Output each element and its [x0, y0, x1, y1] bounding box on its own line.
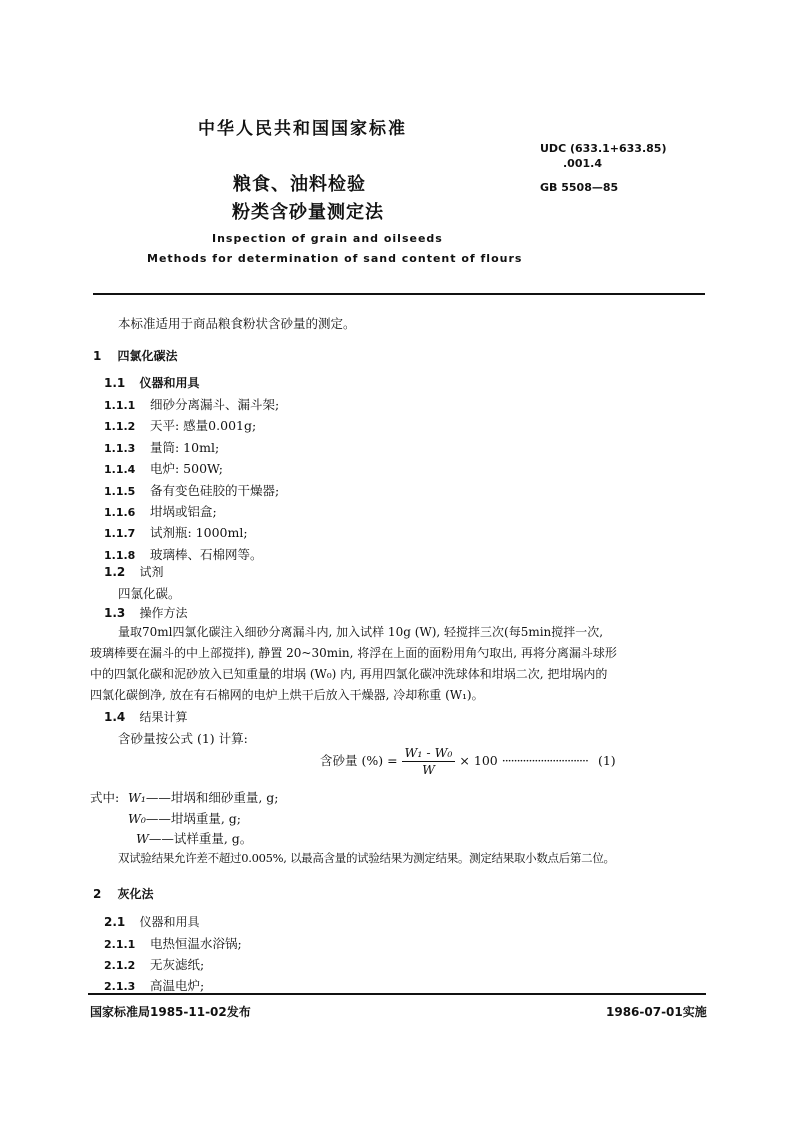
section-1-1-heading	[104, 374, 199, 391]
paragraph-line: 量取70ml四氯化碳注入细砂分离漏斗内, 加入试样 10g (W), 轻搅拌三次(每5min搅拌一次,	[118, 625, 604, 639]
formula-fraction	[402, 745, 456, 778]
section-number: 1	[93, 349, 102, 363]
section-title: 操作方法	[139, 606, 188, 620]
paragraph-line: 玻璃棒要在漏斗的中上部搅拌), 静置 20~30min, 将浮在上面的面粉用角勺取出, 再将分离漏斗球形	[90, 646, 617, 660]
section-1-3-heading	[104, 604, 187, 621]
list-item: 1.1.6 坩埚或铝盒;	[104, 503, 217, 519]
section-number: 2.1	[104, 915, 126, 929]
list-item: 1.1.5 备有变色硅胶的干燥器;	[104, 482, 280, 498]
udc-code-cont: .001.4	[563, 157, 602, 170]
section-1-2-heading	[104, 563, 163, 580]
formula-number: (1)	[597, 753, 616, 768]
section-title: 仪器和用具	[139, 915, 200, 929]
section-number: 1.1	[104, 376, 126, 390]
formula-leader: ·····························	[501, 753, 588, 768]
tolerance-note: 双试验结果允许差不超过0.005%, 以最高含量的试验结果为测定结果。测定结果取小数点后第二位。	[118, 851, 615, 865]
section-title: 试剂	[139, 565, 164, 579]
gb-number: GB 5508—85	[540, 181, 619, 194]
list-item: 1.1.1 细砂分离漏斗、漏斗架;	[104, 397, 280, 412]
english-title-2: Methods for determination of sand content of flours	[147, 252, 523, 265]
formula-denominator: W	[422, 762, 435, 777]
section-2-1-heading	[104, 913, 199, 930]
list-item: 2.1.2 无灰滤纸;	[104, 957, 205, 972]
section-number: 1.2	[104, 565, 126, 579]
section-1-heading	[93, 347, 178, 364]
section-number: 1.3	[104, 606, 126, 620]
list-item: 1.1.3 量筒: 10ml;	[104, 439, 220, 455]
variable-definition: W₁——坩埚和细砂重量, g;	[128, 790, 279, 805]
section-2-heading	[93, 885, 154, 902]
list-item: 1.1.4 电炉: 500W;	[104, 461, 224, 477]
formula-lhs: 含砂量 (%) =	[320, 753, 398, 768]
effective-date: 1986-07-01实施	[606, 1005, 707, 1019]
section-number: 1.4	[104, 710, 126, 724]
variable-definition: W——试样重量, g。	[136, 831, 253, 846]
udc-code: UDC (633.1+633.85)	[540, 142, 667, 155]
procedure-paragraph	[90, 622, 617, 706]
issuing-country: 中华人民共和国国家标准	[198, 119, 407, 139]
equipment-list-2	[104, 934, 242, 997]
list-item: 1.1.8 玻璃棒、石棉网等。	[104, 546, 263, 562]
section-title: 仪器和用具	[139, 376, 200, 390]
english-title-1: Inspection of grain and oilseeds	[212, 232, 443, 245]
calc-intro: 含砂量按公式 (1) 计算:	[118, 731, 248, 746]
issue-date: 国家标准局1985-11-02发布	[90, 1005, 251, 1019]
list-item: 2.1.1 电热恒温水浴锅;	[104, 936, 242, 951]
formula	[320, 745, 616, 778]
section-1-4-heading	[104, 708, 187, 725]
title-line-2: 粉类含砂量测定法	[232, 202, 384, 223]
where-label: 式中:	[90, 790, 120, 805]
paragraph-line: 中的四氯化碳和泥砂放入已知重量的坩埚 (W₀) 内, 再用四氯化碳冲洗球体和坩埚二次, 把坩埚内的	[90, 667, 608, 681]
list-item: 1.1.7 试剂瓶: 1000ml;	[104, 525, 248, 541]
paragraph-line: 四氯化碳倒净, 放在有石棉网的电炉上烘干后放入干燥器, 冷却称重 (W₁)。	[90, 688, 484, 702]
list-item: 1.1.2 天平: 感量0.001g;	[104, 418, 257, 434]
title-line-1: 粮食、油料检验	[233, 174, 366, 195]
scope-statement: 本标准适用于商品粮食粉状含砂量的测定。	[118, 316, 356, 331]
reagent-text: 四氯化碳。	[118, 586, 181, 601]
variable-definition: W₀——坩埚重量, g;	[128, 811, 242, 826]
section-number: 2	[93, 887, 102, 901]
header-rule	[93, 293, 705, 295]
equipment-list	[104, 395, 279, 566]
section-title: 结果计算	[139, 710, 188, 724]
formula-numerator: W₁ - W₀	[402, 745, 456, 762]
footer-rule	[88, 993, 706, 995]
list-item: 2.1.3 高温电炉;	[104, 978, 205, 993]
formula-multiplier: × 100	[459, 753, 498, 768]
section-title: 四氯化碳法	[117, 349, 178, 363]
section-title: 灰化法	[117, 887, 154, 901]
